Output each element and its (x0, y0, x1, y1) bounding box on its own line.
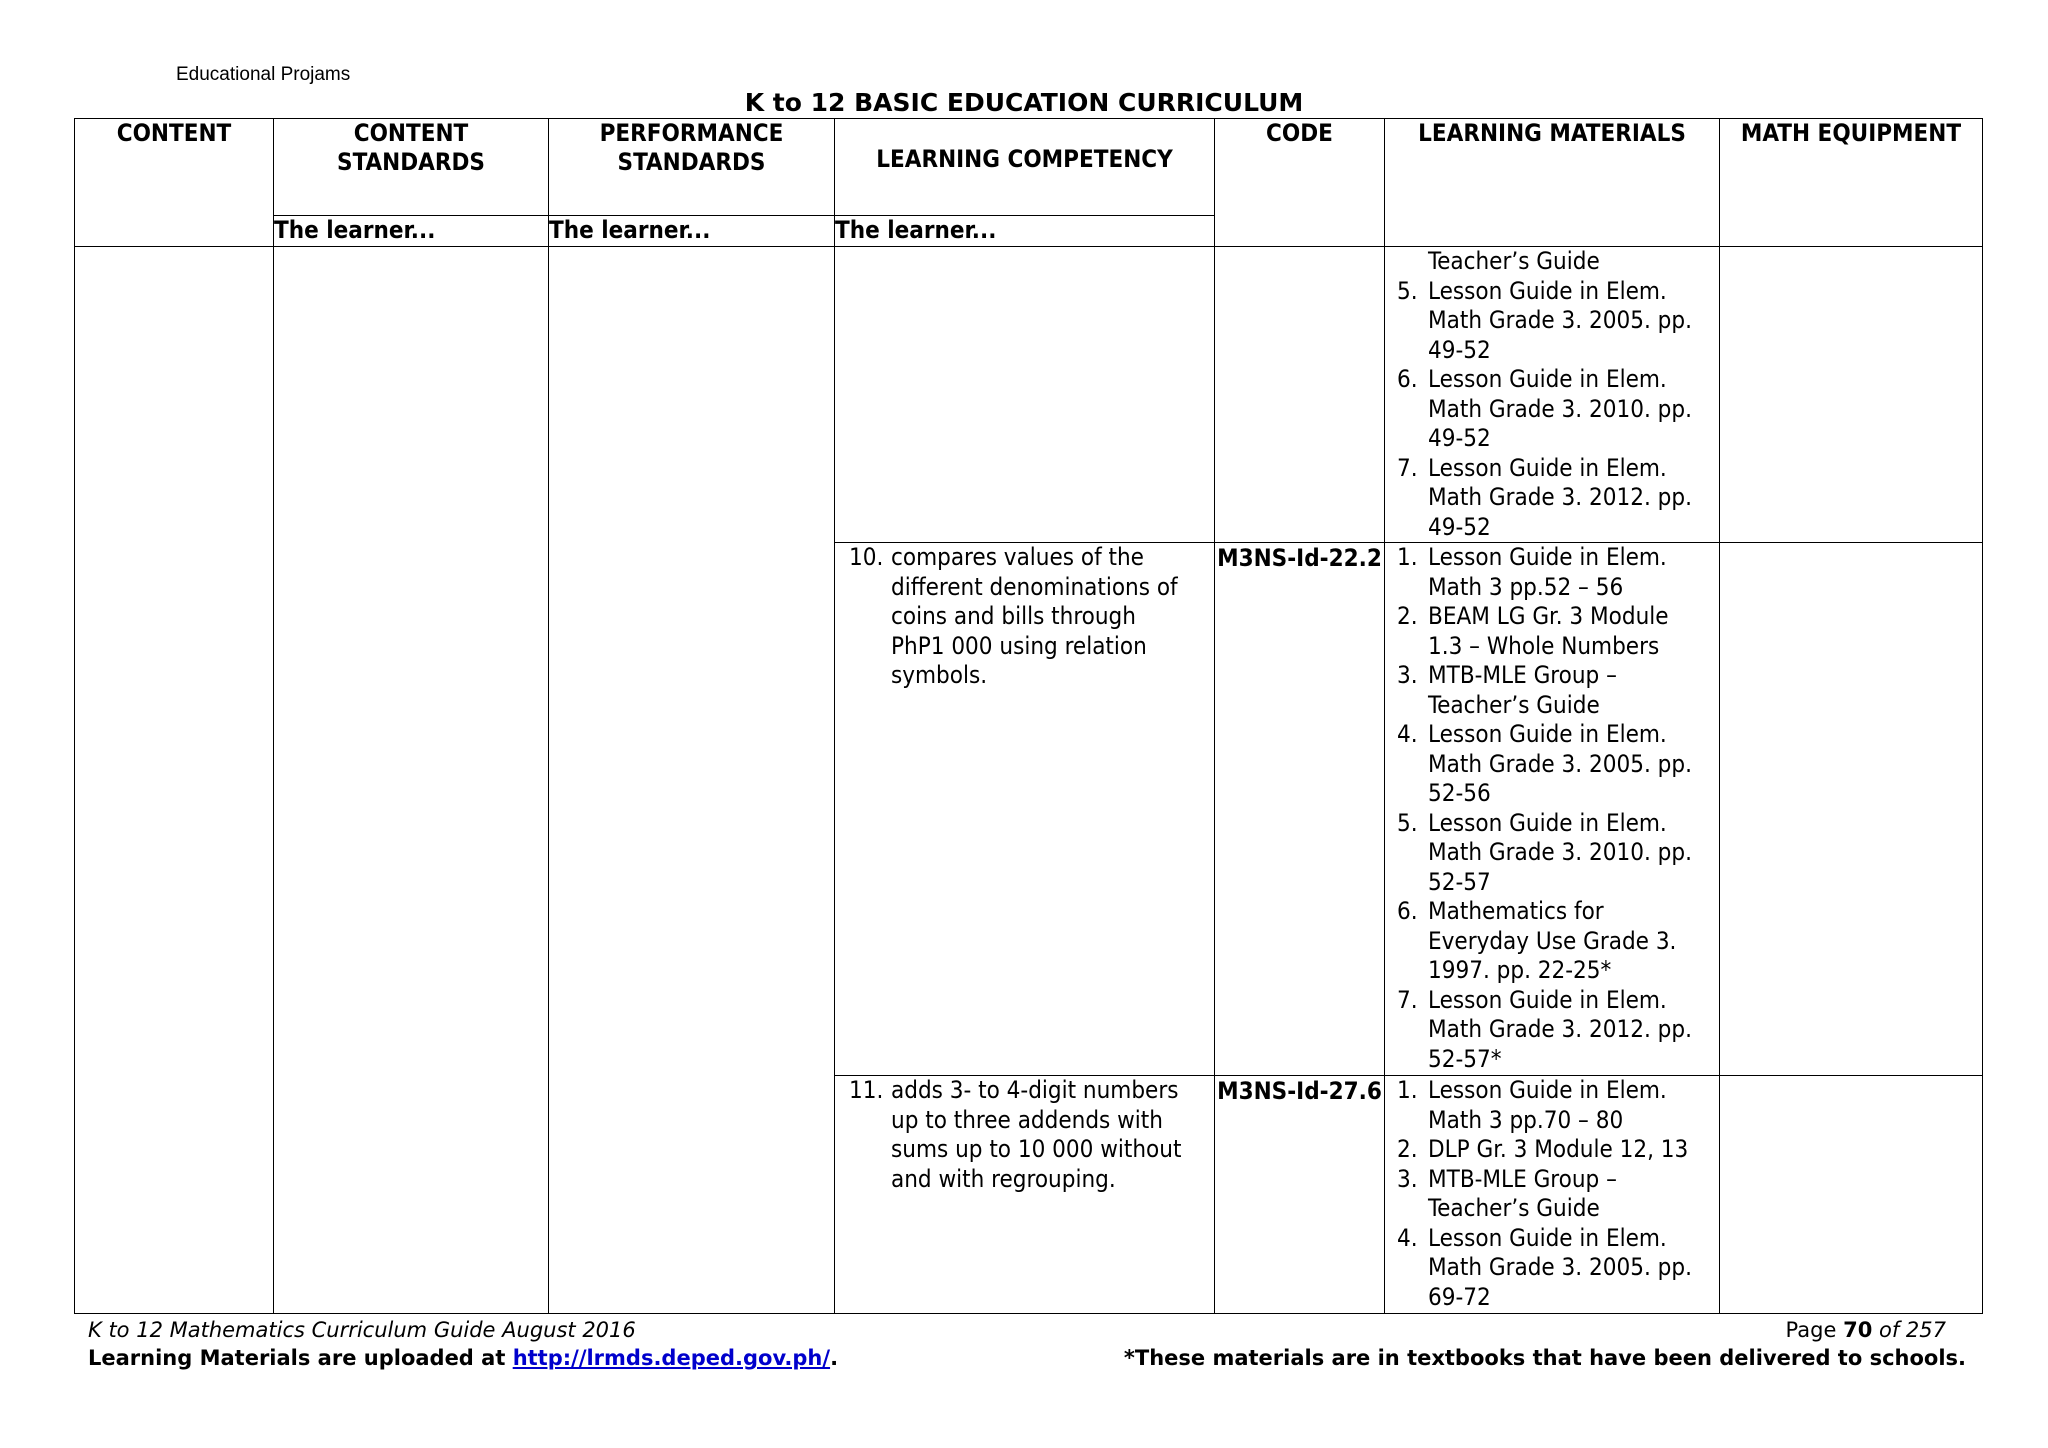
guide-label: K to 12 Mathematics Curriculum Guide August 2016 (88, 1318, 636, 1342)
list-item: 3. MTB-MLE Group – Teacher’s Guide (1397, 661, 1617, 719)
textbook-note: *These materials are in textbooks that have been delivered to schools. (1123, 1346, 1966, 1370)
list-item: 4. Lesson Guide in Elem. Math Grade 3. 2005. pp. 52-56 (1397, 720, 1692, 807)
brand-label: Educational Projams (176, 64, 351, 85)
table-row (75, 247, 1983, 543)
competency-code: M3NS-Id-27.6 (1217, 1077, 1382, 1105)
footer-right (1124, 1316, 1966, 1372)
column-header-code: CODE (1215, 119, 1385, 247)
competency-text: adds 3- to 4-digit numbers up to three addends with sums up to 10 000 without and with regrouping. (891, 1076, 1182, 1193)
competency-cell (835, 543, 1215, 1076)
subheader-performance-standards: The learner... (549, 216, 835, 247)
competency-number: 10. (849, 543, 884, 571)
code-cell (1215, 1076, 1385, 1314)
column-header-learning-materials: LEARNING MATERIALS (1385, 119, 1720, 247)
list-item: 3. MTB-MLE Group – Teacher’s Guide (1397, 1164, 1617, 1222)
code-cell (1215, 543, 1385, 1076)
code-cell (1215, 247, 1385, 543)
list-item: Teacher’s Guide (1428, 247, 1600, 275)
content-standards-cell (274, 247, 549, 1314)
curriculum-table (74, 118, 1983, 1314)
lrmds-link[interactable]: http://lrmds.deped.gov.ph/ (512, 1346, 831, 1370)
column-header-content-standards: CONTENT STANDARDS (274, 119, 549, 216)
performance-standards-cell (549, 247, 835, 1314)
document-title: K to 12 BASIC EDUCATION CURRICULUM (744, 88, 1304, 117)
list-item: 7. Lesson Guide in Elem. Math Grade 3. 2012. pp. 52-57* (1397, 985, 1692, 1073)
list-item: 5. Lesson Guide in Elem. Math Grade 3. 2005. pp. 49-52 (1397, 276, 1692, 364)
list-item: 6. Lesson Guide in Elem. Math Grade 3. 2010. pp. 49-52 (1397, 365, 1692, 452)
competency-number: 11. (849, 1076, 884, 1104)
list-item: 1. Lesson Guide in Elem. Math 3 pp.70 – 80 (1397, 1076, 1667, 1134)
list-item: 2. DLP Gr. 3 Module 12, 13 (1397, 1135, 1689, 1163)
list-item: 2. BEAM LG Gr. 3 Module 1.3 – Whole Numbers (1397, 602, 1669, 660)
header-row (75, 119, 1983, 216)
competency-cell (835, 1076, 1215, 1314)
list-item: 4. Lesson Guide in Elem. Math Grade 3. 2005. pp. 69-72 (1397, 1223, 1692, 1311)
column-header-learning-competency: LEARNING COMPETENCY (835, 119, 1215, 216)
list-item: 6. Mathematics for Everyday Use Grade 3. 1997. pp. 22-25* (1397, 897, 1677, 984)
subheader-learning-competency: The learner... (835, 216, 1215, 247)
column-header-performance-standards: PERFORMANCE STANDARDS (549, 119, 835, 216)
footer-left (88, 1316, 838, 1372)
uploaded-note: Learning Materials are uploaded at http://lrmds.deped.gov.ph/. (88, 1346, 839, 1370)
list-item: 5. Lesson Guide in Elem. Math Grade 3. 2010. pp. 52-57 (1397, 808, 1692, 896)
list-item: 1. Lesson Guide in Elem. Math 3 pp.52 – 56 (1397, 543, 1667, 601)
materials-list (1385, 543, 1719, 1074)
list-item: 7. Lesson Guide in Elem. Math Grade 3. 2012. pp. 49-52 (1397, 453, 1692, 541)
materials-cell (1385, 1076, 1720, 1314)
materials-list (1385, 247, 1719, 542)
competency-code: M3NS-Id-22.2 (1217, 544, 1382, 572)
materials-cell (1385, 543, 1720, 1076)
column-header-content: CONTENT (75, 119, 274, 247)
column-header-math-equipment: MATH EQUIPMENT (1720, 119, 1983, 247)
equipment-cell (1720, 1076, 1983, 1314)
page-number: Page 70 of 257 (1785, 1318, 1946, 1342)
materials-cell (1385, 247, 1720, 543)
materials-list (1385, 1076, 1719, 1312)
content-cell (75, 247, 274, 1314)
competency-cell (835, 247, 1215, 543)
competency-text: compares values of the different denominations of coins and bills through PhP1 000 using relation symbols. (891, 543, 1178, 689)
subheader-content-standards: The learner... (274, 216, 549, 247)
equipment-cell (1720, 543, 1983, 1076)
equipment-cell (1720, 247, 1983, 543)
